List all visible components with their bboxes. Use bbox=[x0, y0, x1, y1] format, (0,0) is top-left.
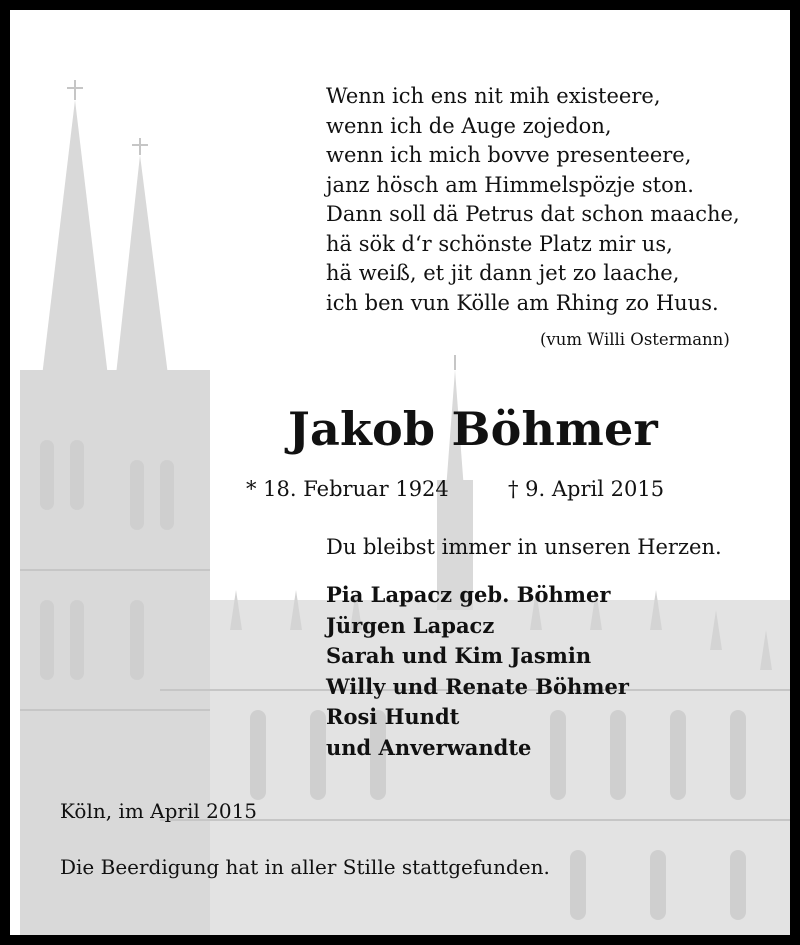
mourner-name: Pia Lapacz geb. Böhmer bbox=[326, 582, 611, 607]
poem-line: Wenn ich ens nit mih existeere, bbox=[326, 84, 661, 108]
deceased-name: Jakob Böhmer bbox=[288, 402, 658, 456]
memorial-motto: Du bleibst immer in unseren Herzen. bbox=[326, 535, 722, 559]
mourner-name: und Anverwandte bbox=[326, 734, 532, 760]
poem-line: wenn ich de Auge zojedon, bbox=[326, 113, 612, 138]
funeral-note: Die Beerdigung hat in aller Stille stattgefunden. bbox=[60, 855, 550, 879]
birth-date: * 18. Februar 1924 bbox=[246, 477, 449, 501]
poem-line: wenn ich mich bovve presenteere, bbox=[326, 143, 692, 167]
poem-author: (vum Willi Ostermann) bbox=[540, 330, 730, 349]
mourner-name: Rosi Hundt bbox=[326, 704, 460, 729]
mourners-list bbox=[326, 580, 629, 763]
mourner-name: Sarah und Kim Jasmin bbox=[326, 643, 592, 668]
poem-line: hä weiß, et jit dann jet zo laache, bbox=[326, 261, 680, 285]
mourner-name: Willy und Renate Böhmer bbox=[326, 673, 629, 699]
poem bbox=[326, 82, 740, 318]
poem-line: Dann soll dä Petrus dat schon maache, bbox=[326, 202, 740, 226]
death-date: † 9. April 2015 bbox=[508, 477, 665, 501]
place-date: Köln, im April 2015 bbox=[60, 799, 258, 823]
poem-line: hä sök d‘r schönste Platz mir us, bbox=[326, 231, 673, 256]
poem-line: janz hösch am Himmelspözje ston. bbox=[326, 172, 694, 197]
poem-line: ich ben vun Kölle am Rhing zo Huus. bbox=[326, 290, 719, 315]
mourner-name: Jürgen Lapacz bbox=[326, 612, 495, 638]
